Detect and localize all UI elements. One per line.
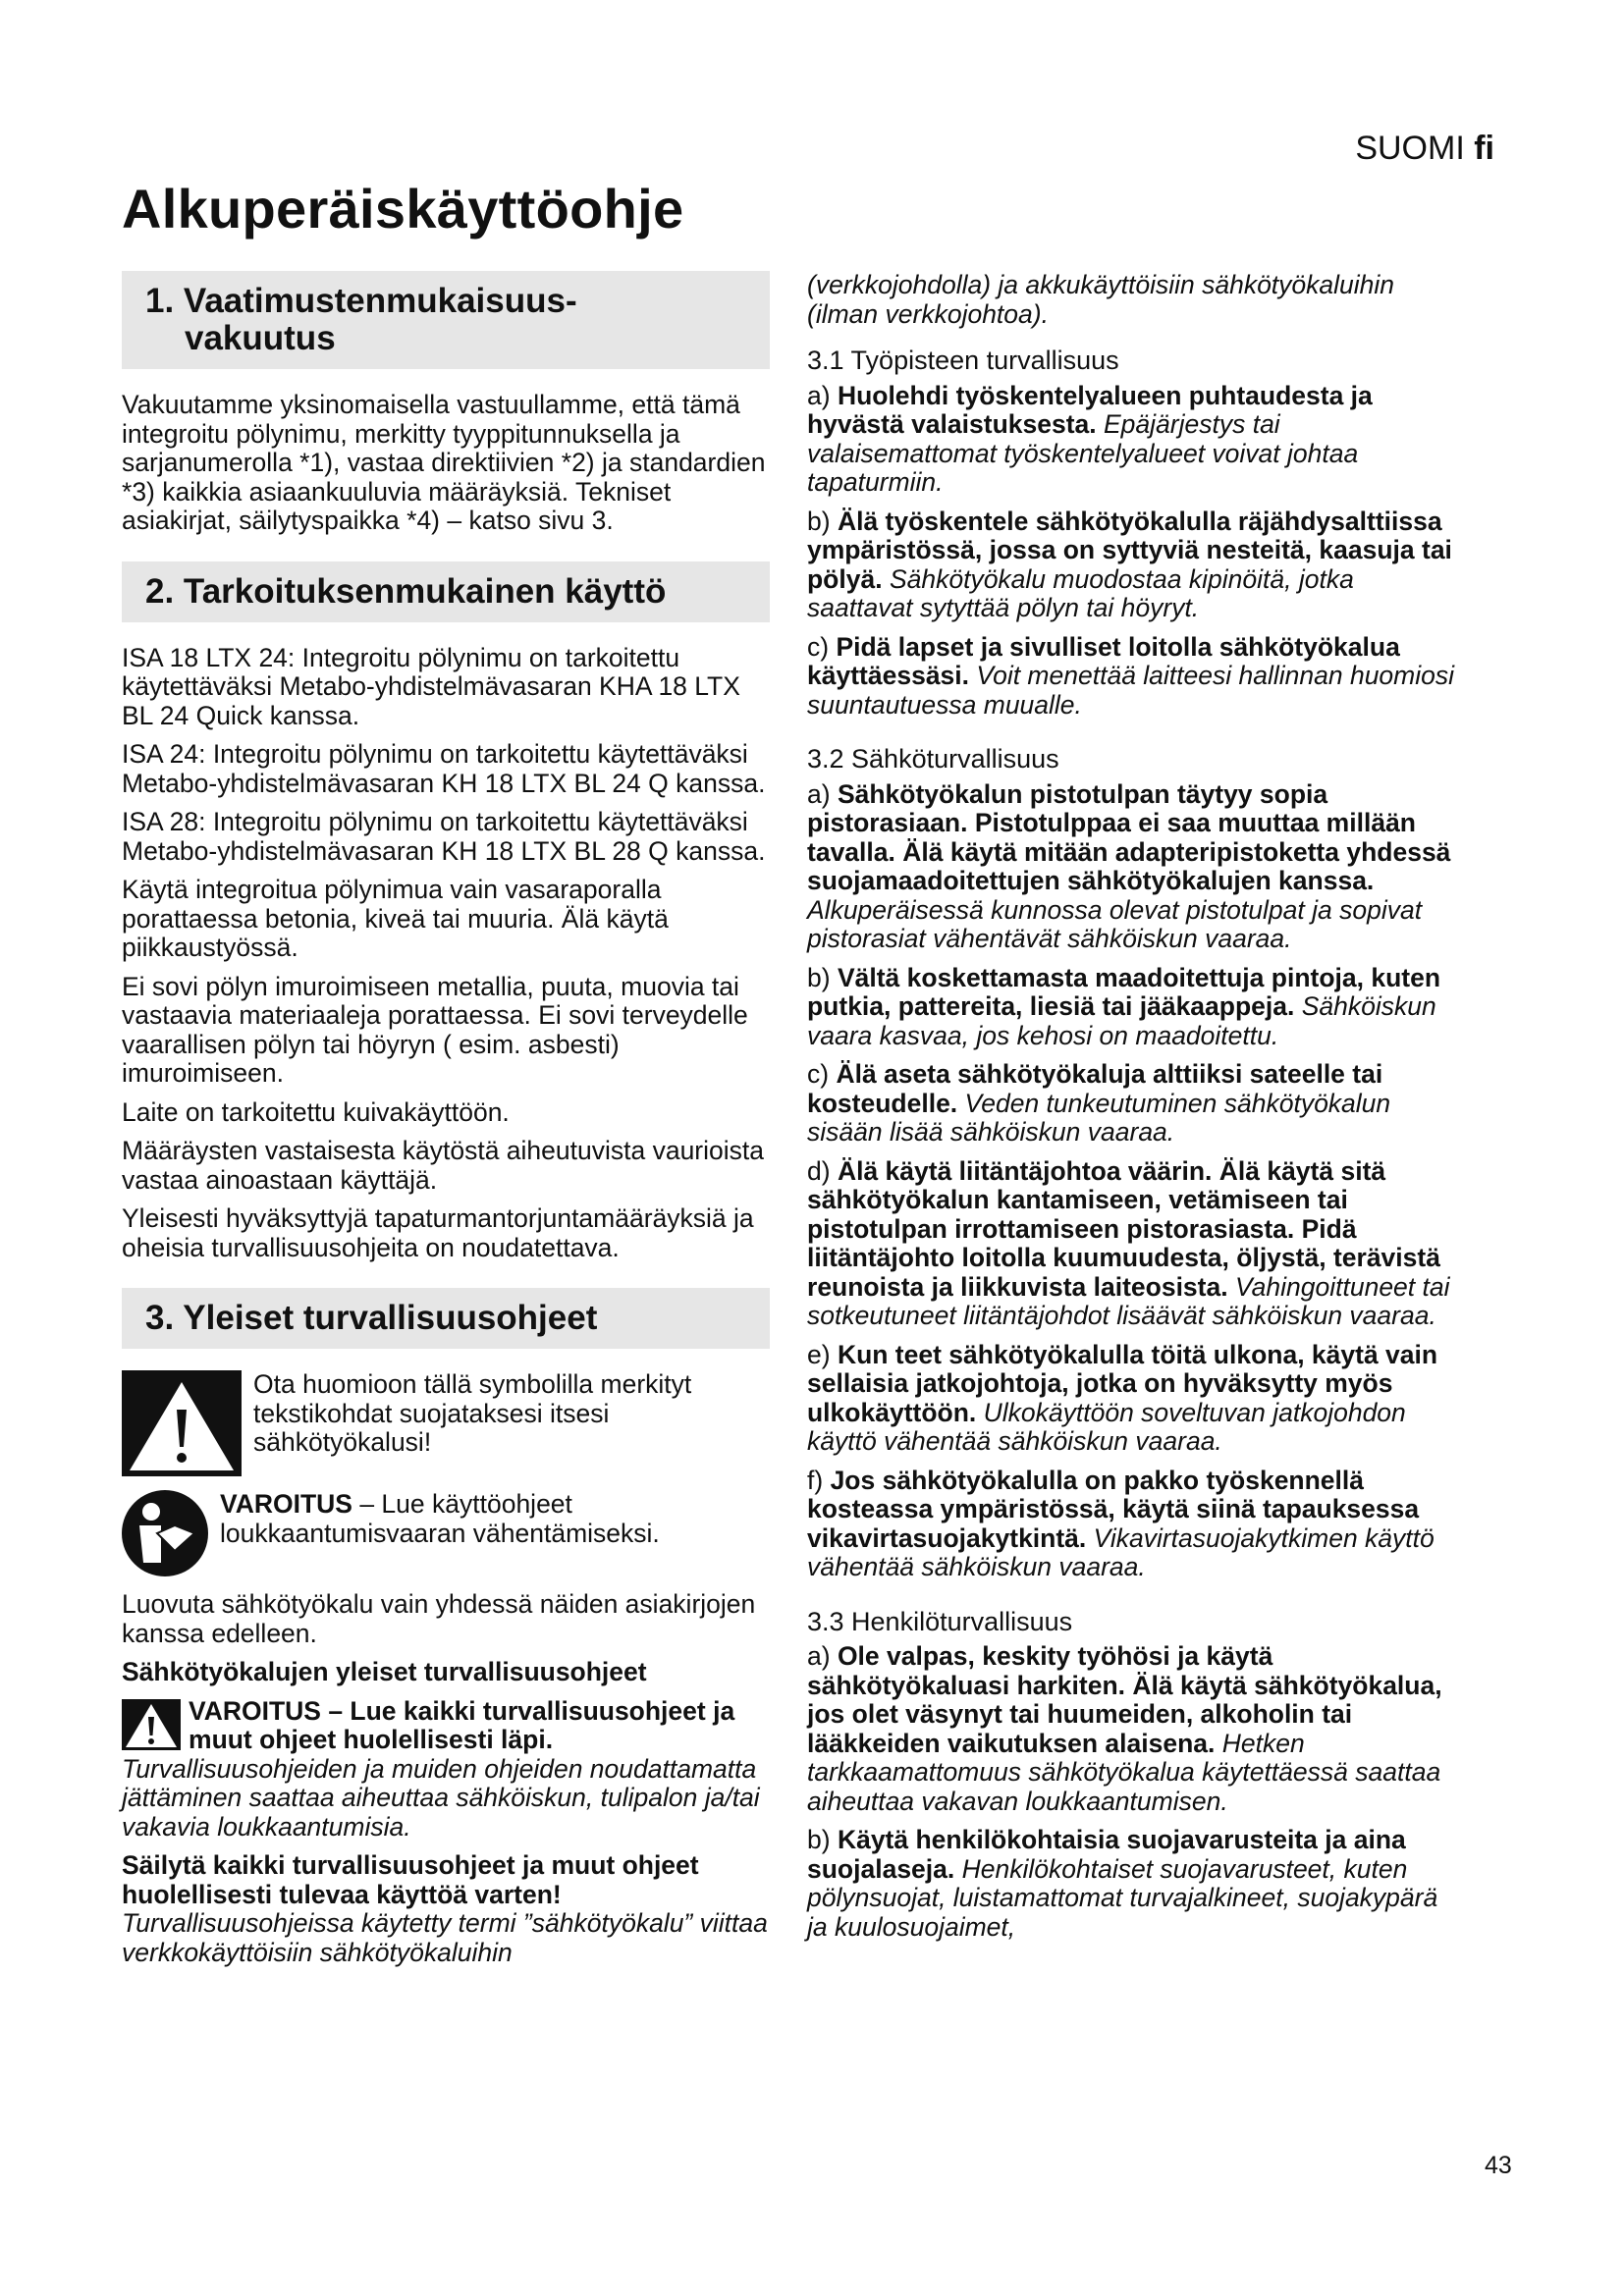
intended-use-paragraph: Määräysten vastaisesta käytöstä aiheutuvista vaurioista vastaa ainoastaan käyttäjä. xyxy=(122,1136,764,1195)
subsection-heading: 3.2 Sähköturvallisuus xyxy=(807,744,1059,774)
safety-item xyxy=(807,1157,1465,1331)
item-instruction: Ole valpas, keskity työhösi ja käytä sähkötyökaluasi harkiten. Älä käytä sähkötyökalua, jos olet väsynyt tai huumeiden, alkoholin tai lääkkeiden vaikutuksen alaisena. xyxy=(807,1641,1442,1758)
item-letter: e) xyxy=(807,1339,838,1369)
item-instruction: Sähkötyökalun pistotulpan täytyy sopia pistorasiaan. Pistotulppaa ei saa muuttaa millään tavalla. Älä käytä mitään adapteripistoketta yhdessä suojamaadoitettujen sähkötyökalujen kanssa. xyxy=(807,778,1451,895)
item-letter: c) xyxy=(807,1059,837,1089)
safety-item xyxy=(807,1642,1465,1816)
item-letter: a) xyxy=(807,380,838,410)
intended-use-paragraphs xyxy=(122,644,770,1263)
left-column xyxy=(122,271,770,1977)
safety-item xyxy=(807,1060,1465,1148)
item-instruction: Älä työskentele sähkötyökalulla räjähdysalttiissa ympäristössä, jossa on syttyviä nesteitä, kaasuja tai pölyä. xyxy=(807,506,1452,594)
item-letter: f) xyxy=(807,1465,831,1495)
safety-item xyxy=(807,507,1465,623)
safety-item xyxy=(807,382,1465,498)
item-instruction: Käytä henkilökohtaisia suojavarusteita ja aina suojalaseja. xyxy=(807,1825,1406,1884)
declaration-text: Vakuutamme yksinomaisella vastuullamme, että tämä integroitu pölynimu, merkitty tyyppitunnuksella ja sarjanumerolla *1), vastaa direktiivien *2) ja standardien *3) kaikkia asiaankuuluvia määräyksiä. Tekniset asiakirjat, säilytyspaikka *4) – katso sivu 3. xyxy=(122,390,766,535)
safety-item xyxy=(807,1341,1465,1457)
keep-instructions: Säilytä kaikki turvallisuusohjeet ja muut ohjeet huolellisesti tulevaa käyttöä varten! Turvallisuusohjeissa käytetty termi ”sähkötyökalu” viittaa verkkokäyttöisiin sähkötyökaluihin xyxy=(122,1850,768,1967)
item-letter: d) xyxy=(807,1155,838,1186)
safety-subsections xyxy=(807,347,1465,1942)
item-instruction: Jos sähkötyökalulla on pakko työskennellä kosteassa ympäristössä, käytä siinä tapauksessa vikavirtasuojakytkintä. xyxy=(807,1465,1420,1553)
item-explanation: Sähköiskun vaara kasvaa, jos kehosi on maadoitettu. xyxy=(807,991,1436,1050)
intended-use-paragraph: ISA 28: Integroitu pölynimu on tarkoitettu käytettäväksi Metabo-yhdistelmävasaran KH 18 LTX BL 28 Q kanssa. xyxy=(122,807,766,866)
item-letter: c) xyxy=(807,631,837,662)
language-indicator: SUOMI fi xyxy=(1355,130,1494,167)
item-explanation: Sähkötyökalu muodostaa kipinöitä, jotka saattavat sytyttää pölyn tai höyryt. xyxy=(807,563,1354,622)
right-column xyxy=(807,271,1465,1951)
item-instruction: Älä aseta sähkötyökaluja alttiiksi sateelle tai kosteudelle. xyxy=(807,1059,1383,1118)
warning-read-all: VAROITUS – Lue kaikki turvallisuusohjeet ja muut ohjeet huolellisesti läpi. Turvallisuusohjeiden ja muiden ohjeiden noudattamatta jättäminen saattaa aiheuttaa sähköiskun, tulipalon ja/tai vakavia loukkaantumisia. xyxy=(122,1695,760,1842)
safety-item xyxy=(807,633,1465,721)
general-safety-heading: Sähkötyökalujen yleiset turvallisuusohjeet xyxy=(122,1657,647,1686)
item-instruction: Huolehdi työskentelyalueen puhtaudesta ja hyvästä valaistuksesta. xyxy=(807,380,1373,439)
item-letter: b) xyxy=(807,962,838,992)
read-manual-note: VAROITUS – Lue käyttöohjeet loukkaantumisvaaran vähentämiseksi. xyxy=(122,1490,770,1576)
read-manual-icon xyxy=(122,1490,208,1576)
item-explanation: Veden tunkeutuminen sähkötyökalun sisään lisää sähköiskun vaaraa. xyxy=(807,1088,1391,1147)
continuation-text: (verkkojohdolla) ja akkukäyttöisiin sähkötyökaluihin (ilman verkkojohtoa). xyxy=(807,270,1395,329)
item-explanation: Epäjärjestys tai valaisemattomat työskentelyalueet voivat johtaa tapaturmiin. xyxy=(807,409,1359,497)
intended-use-paragraph: ISA 24: Integroitu pölynimu on tarkoitettu käytettäväksi Metabo-yhdistelmävasaran KH 18 LTX BL 24 Q kanssa. xyxy=(122,739,766,798)
item-instruction: Kun teet sähkötyökalulla töitä ulkona, käytä vain sellaisia jatkojohtoja, jotka on hyväksytty myös ulkokäyttöön. xyxy=(807,1339,1438,1427)
item-explanation: Vahingoittuneet tai sotkeutuneet liitäntäjohdot lisäävät sähköiskun vaaraa. xyxy=(807,1271,1450,1330)
safety-item xyxy=(807,964,1465,1051)
subsection-heading: 3.1 Työpisteen turvallisuus xyxy=(807,346,1119,375)
warning-triangle-icon xyxy=(122,1370,242,1476)
item-letter: b) xyxy=(807,506,838,536)
item-instruction: Pidä lapset ja sivulliset loitolla sähkötyökalua käyttäessäsi. xyxy=(807,631,1400,690)
item-explanation: Hetken tarkkaamattomuus sähkötyökalua käytettäessä saattaa aiheuttaa vakavan loukkaantumisen. xyxy=(807,1728,1441,1816)
safety-item xyxy=(807,1467,1465,1582)
item-letter: a) xyxy=(807,1641,838,1671)
intended-use-paragraph: Käytä integroitua pölynimua vain vasaraporalla porattaessa betonia, kiveä tai muuria. Älä käytä piikkaustyössä. xyxy=(122,875,669,962)
intended-use-paragraph: Yleisesti hyväksyttyjä tapaturmantorjuntamääräyksiä ja oheisia turvallisuusohjeita on noudatettava. xyxy=(122,1203,754,1262)
item-explanation: Ulkokäyttöön soveltuvan jatkojohdon käyttö vähentää sähköiskun vaaraa. xyxy=(807,1397,1406,1456)
safety-item xyxy=(807,1826,1465,1942)
item-explanation: Alkuperäisessä kunnossa olevat pistotulpat ja sopivat pistorasiat vähentävät sähköiskun vaaraa. xyxy=(807,894,1423,953)
subsection-heading: 3.3 Henkilöturvallisuus xyxy=(807,1606,1073,1636)
item-explanation: Vikavirtasuojakytkimen käyttö vähentää sähköiskun vaaraa. xyxy=(807,1522,1435,1581)
item-instruction: Älä käytä liitäntäjohtoa väärin. Älä käytä sitä sähkötyökalun kantamiseen, vetämiseen tai pistotulpan irrottamiseen pistorasiasta. Pidä liitäntäjohto loitolla kuumuudesta, öljystä, terävistä reunoista ja liikkuvista laiteosista. xyxy=(807,1155,1440,1302)
warning-triangle-small-icon xyxy=(122,1699,181,1750)
item-explanation: Voit menettää laitteesi hallinnan huomiosi suuntautuessa muualle. xyxy=(807,661,1455,720)
page-number: 43 xyxy=(1485,2152,1512,2179)
item-explanation: Henkilökohtaiset suojavarusteet, kuten pölynsuojat, luistamattomat turvajalkineet, suojakypärä ja kuulosuojaimet, xyxy=(807,1853,1438,1942)
document-title: Alkuperäiskäyttöohje xyxy=(122,178,684,240)
item-letter: a) xyxy=(807,778,838,809)
item-letter: b) xyxy=(807,1825,838,1854)
section-heading-3: 3. Yleiset turvallisuusohjeet xyxy=(122,1288,770,1349)
hand-over-text: Luovuta sähkötyökalu vain yhdessä näiden asiakirjojen kanssa edelleen. xyxy=(122,1589,756,1648)
intended-use-paragraph: Ei sovi pölyn imuroimiseen metallia, puuta, muovia tai vastaavia materiaaleja porattaessa. Ei sovi terveydelle vaarallisen pölyn tai höyryn ( esim. asbesti) imuroimiseen. xyxy=(122,971,748,1088)
section-heading-1: 1. Vaatimustenmukaisuus- vakuutus xyxy=(122,271,770,369)
item-instruction: Vältä koskettamasta maadoitettuja pintoja, kuten putkia, pattereita, liesiä tai jääkaappeja. xyxy=(807,962,1441,1021)
warning-symbol-note: Ota huomioon tällä symbolilla merkityt tekstikohdat suojataksesi itsesi sähkötyökalusi! xyxy=(122,1370,770,1476)
intended-use-paragraph: ISA 18 LTX 24: Integroitu pölynimu on tarkoitettu käytettäväksi Metabo-yhdistelmävasaran KHA 18 LTX BL 24 Quick kanssa. xyxy=(122,642,740,730)
intended-use-paragraph: Laite on tarkoitettu kuivakäyttöön. xyxy=(122,1096,510,1127)
section-heading-2: 2. Tarkoituksenmukainen käyttö xyxy=(122,561,770,622)
safety-item xyxy=(807,780,1465,954)
